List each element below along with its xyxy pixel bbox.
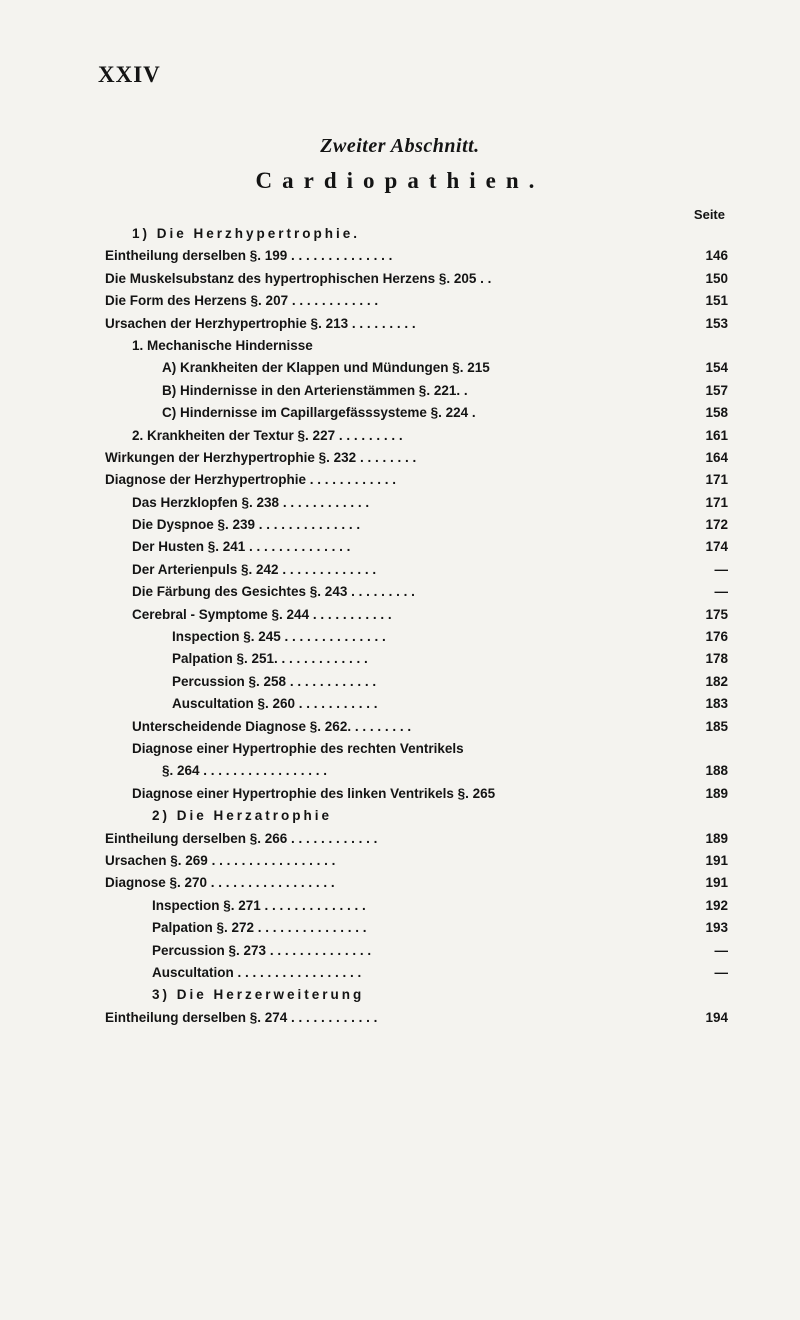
toc-entry-page: 151: [705, 293, 728, 309]
toc-entry: [0, 559, 800, 581]
toc-entry-text: Percussion §. 273 . . . . . . . . . . . . . .: [152, 942, 372, 958]
toc-entry-text: Ursachen §. 269 . . . . . . . . . . . . . . . . .: [105, 852, 336, 868]
toc-entry: [0, 604, 800, 626]
toc-entry-text: Eintheilung derselben §. 199 . . . . . . . . . . . . . .: [105, 248, 393, 264]
toc-entry: [0, 268, 800, 290]
toc-entry-text: Diagnose §. 270 . . . . . . . . . . . . . . . . .: [105, 875, 335, 891]
toc-entry-text: Das Herzklopfen §. 238 . . . . . . . . . . . .: [132, 494, 370, 510]
toc-entry-page: 185: [705, 718, 728, 734]
toc-entry-page: —: [714, 942, 728, 958]
toc-entry: [0, 290, 800, 312]
toc-entry-page: —: [714, 561, 728, 577]
toc-entry-text: Ursachen der Herzhypertrophie §. 213 . . . . . . . . .: [105, 315, 416, 331]
toc-entry-text: Die Muskelsubstanz des hypertrophischen Herzens §. 205 . .: [105, 270, 492, 286]
toc-entry: [0, 940, 800, 962]
toc-entry-page: 188: [705, 763, 728, 779]
toc-entry-page: 193: [705, 920, 728, 936]
toc-entry-text: Auscultation §. 260 . . . . . . . . . . .: [172, 696, 378, 712]
toc-entry: [0, 850, 800, 872]
table-of-contents: [0, 223, 800, 1029]
toc-entry-page: 174: [705, 539, 728, 555]
toc-entry-page: 157: [705, 382, 728, 398]
toc-entry: [0, 760, 800, 782]
toc-entry-text: Die Form des Herzens §. 207 . . . . . . . . . . . .: [105, 293, 379, 309]
toc-entry-page: —: [714, 964, 728, 980]
toc-entry-page: 191: [705, 875, 728, 891]
toc-entry-page: 153: [705, 315, 728, 331]
toc-entry: [0, 581, 800, 603]
toc-entry: [0, 492, 800, 514]
toc-entry-text: Der Arterienpuls §. 242 . . . . . . . . . . . . .: [132, 561, 377, 577]
toc-entry-text: 3) Die Herzerweiterung: [152, 987, 365, 1003]
toc-entry-text: Palpation §. 251. . . . . . . . . . . . .: [172, 651, 368, 667]
toc-entry: [0, 536, 800, 558]
toc-entry: [0, 872, 800, 894]
toc-entry-text: C) Hindernisse im Capillargefässsysteme §. 224 .: [162, 405, 476, 421]
toc-entry: [0, 783, 800, 805]
toc-entry-text: Eintheilung derselben §. 274 . . . . . . . . . . . .: [105, 1009, 378, 1025]
toc-entry-page: 189: [705, 830, 728, 846]
toc-entry-text: Die Färbung des Gesichtes §. 243 . . . . . . . . .: [132, 584, 415, 600]
toc-entry-page: 158: [705, 405, 728, 421]
toc-entry: [0, 1007, 800, 1029]
toc-entry-page: 189: [705, 785, 728, 801]
toc-entry-page: 150: [705, 270, 728, 286]
toc-entry: [0, 738, 800, 760]
toc-entry: [0, 805, 800, 827]
toc-entry-text: Die Dyspnoe §. 239 . . . . . . . . . . . . . .: [132, 517, 361, 533]
toc-entry-text: Der Husten §. 241 . . . . . . . . . . . . . .: [132, 539, 351, 555]
toc-entry-page: 146: [705, 248, 728, 264]
toc-entry: [0, 425, 800, 447]
toc-entry: [0, 447, 800, 469]
toc-entry: [0, 380, 800, 402]
toc-entry-text: Diagnose der Herzhypertrophie . . . . . . . . . . . .: [105, 472, 397, 488]
toc-entry: [0, 671, 800, 693]
main-title: Cardiopathien.: [255, 168, 545, 193]
toc-entry-text: §. 264 . . . . . . . . . . . . . . . . .: [162, 763, 328, 779]
toc-entry: [0, 313, 800, 335]
toc-entry: [0, 693, 800, 715]
toc-entry: [0, 626, 800, 648]
toc-entry-text: 2. Krankheiten der Textur §. 227 . . . . . . . . .: [132, 427, 403, 443]
section-title: Zweiter Abschnitt.: [320, 135, 480, 157]
toc-entry: [0, 402, 800, 424]
toc-entry-page: 192: [705, 897, 728, 913]
toc-entry: [0, 469, 800, 491]
toc-entry-page: 154: [705, 360, 728, 376]
toc-entry: [0, 828, 800, 850]
toc-entry-text: Diagnose einer Hypertrophie des rechten Ventrikels: [132, 740, 464, 756]
toc-entry-text: Diagnose einer Hypertrophie des linken Ventrikels §. 265: [132, 785, 496, 801]
page-column-header: Seite: [693, 207, 725, 222]
toc-entry-page: 171: [705, 494, 728, 510]
toc-entry-page: 191: [705, 852, 728, 868]
toc-entry-text: Eintheilung derselben §. 266 . . . . . . . . . . . .: [105, 830, 378, 846]
toc-entry-text: Auscultation . . . . . . . . . . . . . . . . .: [152, 964, 362, 980]
toc-entry-page: 171: [705, 472, 728, 488]
toc-entry-text: A) Krankheiten der Klappen und Mündungen §. 215: [162, 360, 490, 376]
toc-entry: [0, 245, 800, 267]
toc-entry: [0, 917, 800, 939]
toc-entry-page: 178: [705, 651, 728, 667]
toc-entry-text: 2) Die Herzatrophie: [152, 808, 333, 824]
toc-entry: [0, 648, 800, 670]
toc-entry-page: —: [714, 584, 728, 600]
toc-entry: [0, 514, 800, 536]
toc-entry-text: Percussion §. 258 . . . . . . . . . . . .: [172, 673, 377, 689]
toc-entry-text: Inspection §. 271 . . . . . . . . . . . . . .: [152, 897, 366, 913]
toc-entry-page: 176: [705, 629, 728, 645]
toc-entry-page: 164: [705, 449, 728, 465]
toc-entry-text: 1) Die Herzhypertrophie.: [132, 226, 361, 241]
toc-entry-text: Palpation §. 272 . . . . . . . . . . . . . . .: [152, 920, 367, 936]
toc-entry-page: 172: [705, 517, 728, 533]
toc-entry: [0, 357, 800, 379]
toc-entry-text: Wirkungen der Herzhypertrophie §. 232 . . . . . . . .: [105, 449, 417, 465]
toc-entry-page: 175: [705, 606, 728, 622]
toc-entry-text: Inspection §. 245 . . . . . . . . . . . . . .: [172, 629, 386, 645]
toc-entry-page: 194: [705, 1009, 728, 1025]
toc-entry: [0, 962, 800, 984]
toc-entry-text: B) Hindernisse in den Arterienstämmen §. 221. .: [162, 382, 468, 398]
page-number: XXIV: [98, 62, 161, 87]
toc-entry-text: Cerebral - Symptome §. 244 . . . . . . . . . . .: [132, 606, 392, 622]
toc-entry-page: 183: [705, 696, 728, 712]
toc-entry: [0, 716, 800, 738]
toc-entry-text: 1. Mechanische Hindernisse: [132, 337, 313, 353]
toc-entry-text: Unterscheidende Diagnose §. 262. . . . . . . . .: [132, 718, 412, 734]
toc-entry: [0, 984, 800, 1006]
toc-entry-page: 182: [705, 673, 728, 689]
toc-entry: [0, 223, 800, 245]
toc-entry: [0, 335, 800, 357]
toc-entry: [0, 895, 800, 917]
toc-entry-page: 161: [705, 427, 728, 443]
